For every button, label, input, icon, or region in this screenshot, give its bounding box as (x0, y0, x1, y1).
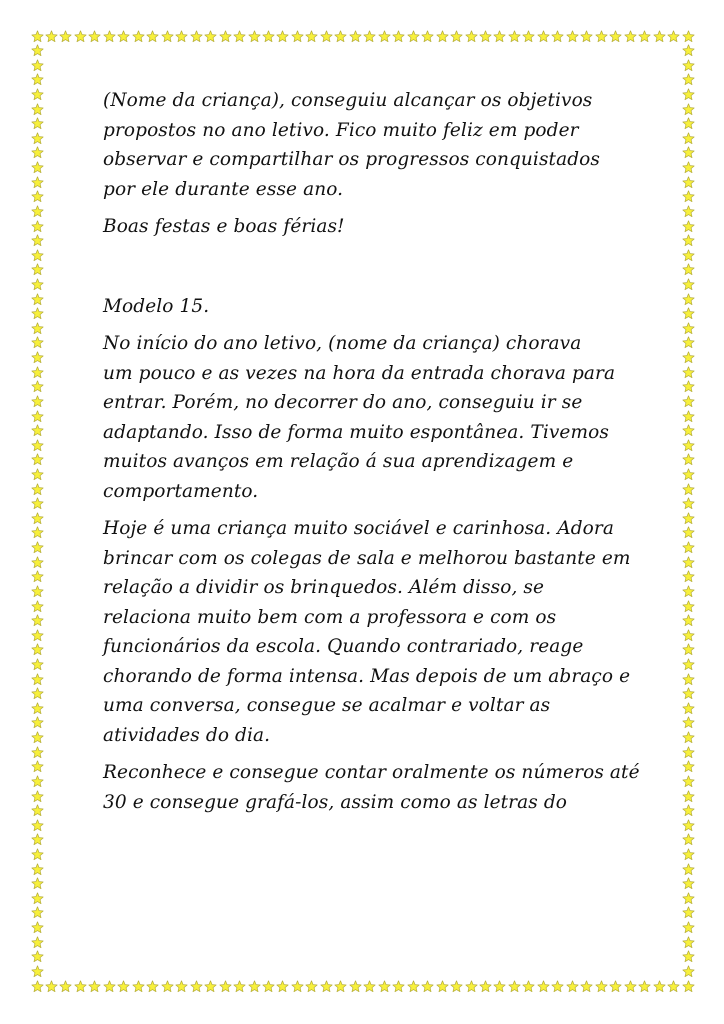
star-icon (682, 234, 695, 247)
star-icon (609, 980, 622, 993)
model-heading (103, 292, 623, 322)
star-icon (580, 980, 593, 993)
star-icon (146, 980, 159, 993)
star-icon (682, 629, 695, 642)
star-icon (161, 30, 174, 43)
star-icon (233, 980, 246, 993)
star-icon (31, 176, 44, 189)
star-icon (378, 980, 391, 993)
star-icon (31, 366, 44, 379)
star-icon (667, 980, 680, 993)
star-icon (31, 249, 44, 262)
star-icon (31, 746, 44, 759)
star-icon (204, 980, 217, 993)
star-icon (31, 760, 44, 773)
star-icon (31, 790, 44, 803)
star-icon (146, 30, 159, 43)
star-icon (682, 804, 695, 817)
star-icon (378, 30, 391, 43)
star-icon (291, 30, 304, 43)
star-icon (682, 161, 695, 174)
star-icon (31, 731, 44, 744)
star-icon (31, 570, 44, 583)
star-icon (31, 146, 44, 159)
star-icon (31, 278, 44, 291)
star-icon (31, 658, 44, 671)
star-icon (190, 980, 203, 993)
star-icon (682, 526, 695, 539)
star-icon (132, 980, 145, 993)
star-icon (31, 132, 44, 145)
text-line: propostos no ano letivo. Fico muito feliz em poder (103, 119, 579, 141)
star-icon (479, 30, 492, 43)
star-icon (682, 673, 695, 686)
star-icon (421, 980, 434, 993)
star-icon (682, 380, 695, 393)
star-icon (682, 59, 695, 72)
star-icon (103, 980, 116, 993)
star-icon (31, 424, 44, 437)
star-icon (392, 30, 405, 43)
star-icon (682, 643, 695, 656)
star-icon (436, 980, 449, 993)
star-icon (682, 512, 695, 525)
star-icon (31, 59, 44, 72)
star-icon (31, 965, 44, 978)
star-icon (479, 980, 492, 993)
star-icon (31, 395, 44, 408)
star-icon (682, 833, 695, 846)
star-icon (31, 88, 44, 101)
star-icon (349, 980, 362, 993)
star-icon (31, 950, 44, 963)
star-icon (31, 453, 44, 466)
heading-text: Modelo 15. (103, 295, 210, 317)
star-icon (31, 336, 44, 349)
star-icon (74, 30, 87, 43)
document-body (103, 86, 640, 825)
star-icon (31, 643, 44, 656)
text-line: (Nome da criança), conseguiu alcançar os objetivos (103, 90, 593, 111)
star-icon (682, 702, 695, 715)
star-icon (31, 263, 44, 276)
star-icon (638, 30, 651, 43)
star-icon (31, 600, 44, 613)
star-icon (682, 30, 695, 43)
star-icon (363, 30, 376, 43)
text-line: por ele durante esse ano. (103, 178, 344, 200)
star-icon (31, 702, 44, 715)
text-line: um pouco e as vezes na hora da entrada chorava para (103, 362, 616, 384)
star-icon (31, 892, 44, 905)
star-icon (682, 760, 695, 773)
star-icon (493, 30, 506, 43)
star-icon (291, 980, 304, 993)
star-icon (580, 30, 593, 43)
star-icon (31, 205, 44, 218)
star-icon (465, 30, 478, 43)
star-icon (682, 117, 695, 130)
star-icon (595, 30, 608, 43)
star-icon (31, 980, 44, 993)
text-line: relaciona muito bem com a professora e com os (103, 606, 557, 628)
star-icon (334, 30, 347, 43)
star-icon (667, 30, 680, 43)
star-icon (682, 950, 695, 963)
star-icon (334, 980, 347, 993)
star-icon (31, 234, 44, 247)
star-icon (522, 980, 535, 993)
star-icon (682, 497, 695, 510)
intro-paragraph (103, 86, 623, 204)
text-line: entrar. Porém, no decorrer do ano, conseguiu ir se (103, 392, 583, 413)
star-icon (682, 716, 695, 729)
star-icon (392, 980, 405, 993)
star-icon (595, 980, 608, 993)
star-icon (233, 30, 246, 43)
star-icon (117, 980, 130, 993)
star-icon (31, 877, 44, 890)
star-icon (653, 980, 666, 993)
paragraph-learning (103, 758, 640, 817)
star-icon (31, 497, 44, 510)
star-icon (407, 30, 420, 43)
text-line: Reconhece e consegue contar oralmente os números até (103, 762, 640, 783)
star-icon (161, 980, 174, 993)
star-icon (219, 30, 232, 43)
star-icon (31, 512, 44, 525)
star-icon (59, 980, 72, 993)
star-icon (682, 965, 695, 978)
star-icon (31, 468, 44, 481)
star-icon (31, 220, 44, 233)
star-icon (682, 819, 695, 832)
star-icon (31, 439, 44, 452)
star-icon (465, 980, 478, 993)
star-icon (320, 980, 333, 993)
star-icon (276, 30, 289, 43)
star-icon (682, 132, 695, 145)
star-icon (74, 980, 87, 993)
star-icon (682, 336, 695, 349)
star-icon (88, 980, 101, 993)
star-icon (682, 439, 695, 452)
star-icon (551, 30, 564, 43)
star-icon (31, 556, 44, 569)
star-icon (31, 307, 44, 320)
star-icon (219, 980, 232, 993)
star-icon (682, 877, 695, 890)
star-icon (682, 921, 695, 934)
star-icon (682, 848, 695, 861)
star-icon (682, 424, 695, 437)
star-icon (436, 30, 449, 43)
star-icon (31, 44, 44, 57)
star-icon (682, 775, 695, 788)
star-icon (682, 190, 695, 203)
star-icon (248, 980, 261, 993)
star-icon (31, 30, 44, 43)
star-icon (450, 980, 463, 993)
star-icon (31, 293, 44, 306)
star-icon (682, 936, 695, 949)
star-icon (682, 585, 695, 598)
star-icon (682, 541, 695, 554)
text-line: 30 e consegue grafá-los, assim como as letras do (103, 791, 567, 813)
star-icon (175, 30, 188, 43)
star-icon (682, 731, 695, 744)
star-icon (31, 716, 44, 729)
star-icon (508, 30, 521, 43)
text-line: relação a dividir os brinquedos. Além disso, se (103, 577, 545, 598)
star-icon (682, 366, 695, 379)
star-icon (450, 30, 463, 43)
star-icon (537, 980, 550, 993)
star-icon (624, 980, 637, 993)
star-icon (59, 30, 72, 43)
star-icon (682, 453, 695, 466)
star-icon (117, 30, 130, 43)
star-icon (682, 614, 695, 627)
text-line: uma conversa, consegue se acalmar e voltar as (103, 695, 551, 716)
star-icon (31, 833, 44, 846)
star-icon (31, 541, 44, 554)
star-icon (248, 30, 261, 43)
text-line: comportamento. (103, 480, 259, 502)
text-line: adaptando. Isso de forma muito espontânea. Tivemos (103, 421, 609, 443)
star-icon (320, 30, 333, 43)
star-icon (31, 585, 44, 598)
star-icon (682, 351, 695, 364)
star-icon (31, 775, 44, 788)
star-icon (682, 410, 695, 423)
text-line: brincar com os colegas de sala e melhorou bastante em (103, 547, 631, 569)
star-icon (682, 600, 695, 613)
star-icon (566, 980, 579, 993)
star-icon (682, 790, 695, 803)
star-icon (103, 30, 116, 43)
star-icon (682, 293, 695, 306)
star-icon (262, 980, 275, 993)
star-icon (682, 658, 695, 671)
star-icon (682, 322, 695, 335)
star-icon (682, 892, 695, 905)
star-icon (31, 848, 44, 861)
star-icon (190, 30, 203, 43)
text-line: observar e compartilhar os progressos conquistados (103, 149, 600, 170)
star-icon (31, 483, 44, 496)
star-icon (566, 30, 579, 43)
star-icon (31, 629, 44, 642)
star-icon (31, 117, 44, 130)
paragraph-adaptation (103, 329, 623, 506)
star-icon (682, 395, 695, 408)
star-icon (682, 73, 695, 86)
star-icon (682, 570, 695, 583)
text-line: chorando de forma intensa. Mas depois de um abraço e (103, 665, 631, 687)
star-icon (682, 249, 695, 262)
star-icon (132, 30, 145, 43)
star-icon (682, 220, 695, 233)
text-line: muitos avanços em relação á sua aprendizagem e (103, 451, 574, 472)
star-icon (653, 30, 666, 43)
star-icon (682, 278, 695, 291)
star-icon (682, 468, 695, 481)
star-icon (682, 980, 695, 993)
star-icon (493, 980, 506, 993)
star-icon (682, 863, 695, 876)
star-icon (31, 921, 44, 934)
star-icon (682, 146, 695, 159)
star-icon (537, 30, 550, 43)
star-icon (175, 980, 188, 993)
star-icon (682, 44, 695, 57)
star-icon (682, 205, 695, 218)
star-icon (31, 103, 44, 116)
star-icon (31, 322, 44, 335)
star-icon (31, 687, 44, 700)
star-icon (45, 30, 58, 43)
star-icon (31, 351, 44, 364)
star-icon (276, 980, 289, 993)
star-icon (682, 263, 695, 276)
star-icon (31, 410, 44, 423)
star-icon (31, 819, 44, 832)
star-icon (45, 980, 58, 993)
star-icon (31, 804, 44, 817)
star-icon (31, 380, 44, 393)
star-icon (31, 526, 44, 539)
star-icon (31, 936, 44, 949)
star-icon (682, 746, 695, 759)
star-icon (638, 980, 651, 993)
star-icon (682, 556, 695, 569)
star-icon (682, 687, 695, 700)
star-icon (305, 30, 318, 43)
star-icon (31, 614, 44, 627)
star-icon (262, 30, 275, 43)
star-icon (407, 980, 420, 993)
star-icon (682, 483, 695, 496)
star-icon (682, 307, 695, 320)
text-line: Boas festas e boas férias! (103, 216, 345, 237)
star-icon (682, 176, 695, 189)
paragraph-behavior (103, 514, 631, 750)
text-line: atividades do dia. (103, 724, 271, 746)
closing-greeting (103, 212, 623, 242)
text-line: funcionários da escola. Quando contrariado, reage (103, 636, 584, 657)
star-icon (204, 30, 217, 43)
star-icon (88, 30, 101, 43)
star-icon (363, 980, 376, 993)
star-icon (31, 863, 44, 876)
star-icon (349, 30, 362, 43)
star-icon (522, 30, 535, 43)
star-icon (609, 30, 622, 43)
star-icon (421, 30, 434, 43)
star-icon (31, 673, 44, 686)
text-line: Hoje é uma criança muito sociável e carinhosa. Adora (103, 518, 614, 539)
star-icon (31, 906, 44, 919)
star-icon (508, 980, 521, 993)
text-line: No início do ano letivo, (nome da criança) chorava (103, 333, 582, 354)
star-icon (682, 88, 695, 101)
star-icon (31, 73, 44, 86)
star-icon (551, 980, 564, 993)
star-icon (305, 980, 318, 993)
star-icon (682, 906, 695, 919)
star-icon (682, 103, 695, 116)
star-icon (31, 161, 44, 174)
star-icon (31, 190, 44, 203)
star-icon (624, 30, 637, 43)
